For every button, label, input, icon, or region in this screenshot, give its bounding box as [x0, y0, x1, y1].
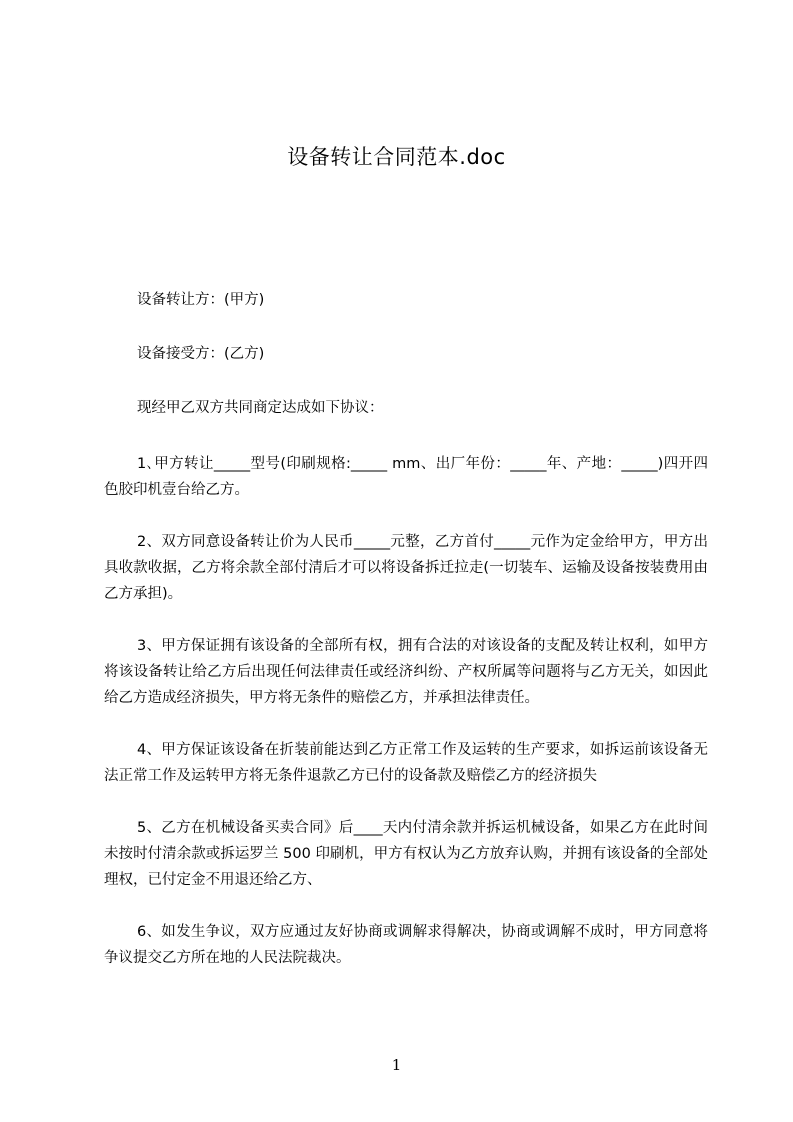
clause-5: 5、乙方在机械设备买卖合同》后____天内付清余款并拆运机械设备，如果乙方在此时间未按时付清余款或拆运罗兰 500 印刷机，甲方有权认为乙方放弃认购，并拥有该设备的全部处理权，已付定金不用退还给乙方、: [104, 820, 708, 888]
transferee-line: 设备接受方：(乙方): [137, 346, 265, 362]
clause-3: 3、甲方保证拥有该设备的全部所有权，拥有合法的对该设备的支配及转让权利，如甲方将该设备转让给乙方后出现任何法律责任或经济纠纷、产权所属等问题将与乙方无关，如因此给乙方造成经济损失，甲方将无条件的赔偿乙方，并承担法律责任。: [104, 638, 708, 706]
clause-1: 1､甲方转让_____型号(印刷规格:_____ mm、出厂年份：_____年、产地：_____)四开四色胶印机壹台给乙方。: [104, 456, 708, 498]
clause-2: 2、双方同意设备转让价为人民币_____元整，乙方首付_____元作为定金给甲方，甲方出具收款收据，乙方将余款全部付清后才可以将设备拆迁拉走(一切装车、运输及设备按装费用由乙方承担)。: [104, 534, 708, 602]
document-title: 设备转让合同范本.doc: [287, 145, 506, 169]
page-number: 1: [391, 1056, 402, 1074]
document-body: [104, 287, 708, 971]
transferor-line: 设备转让方：(甲方): [137, 292, 265, 308]
clause-6: 6、如发生争议，双方应通过友好协商或调解求得解决，协商或调解不成时，甲方同意将争议提交乙方所在地的人民法院裁决。: [104, 924, 708, 966]
clause-4: 4、甲方保证该设备在折装前能达到乙方正常工作及运转的生产要求，如拆运前该设备无法正常工作及运转甲方将无条件退款乙方已付的设备款及赔偿乙方的经济损失: [104, 742, 708, 784]
preamble-line: 现经甲乙双方共同商定达成如下协议：: [137, 400, 384, 416]
